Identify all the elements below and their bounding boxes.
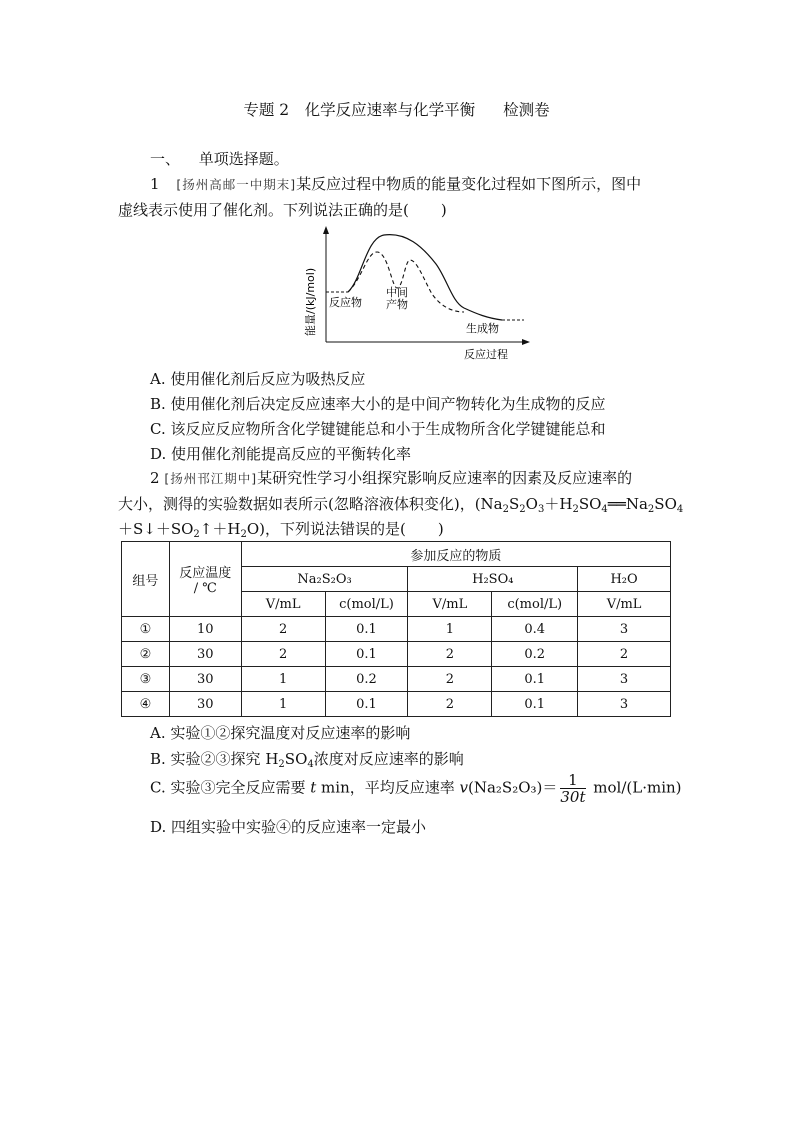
reactant-label: 反应物 <box>329 296 362 309</box>
table-cell: 2 <box>241 617 325 642</box>
x-axis-label: 反应过程 <box>464 348 508 361</box>
header-h2so4: H₂SO₄ <box>408 567 578 592</box>
q2-text-b5: SO <box>578 495 602 513</box>
header-concentration: c(mol/L) <box>325 592 408 617</box>
section-label: 单项选择题。 <box>198 150 289 168</box>
q2-text-b4: ＋H <box>544 495 573 513</box>
q2-text-b3: O <box>525 495 538 513</box>
header-volume: V/mL <box>408 592 492 617</box>
q2-option-c-unit: mol/(L·min) <box>593 778 682 797</box>
q2-option-b: B. 实验②③探究 $H_2SO_4$浓度对反应速率的影响 <box>150 750 464 770</box>
table-cell: 2 <box>241 642 325 667</box>
table-cell: 3 <box>578 617 671 642</box>
table-cell: 1 <box>408 617 492 642</box>
q1-text-a: 某反应过程中物质的能量变化过程如下图所示，图中 <box>296 175 642 193</box>
rate-fraction <box>560 772 585 805</box>
section-number: 一、 <box>150 150 181 168</box>
table-cell: ③ <box>122 667 170 692</box>
product-label: 生成物 <box>466 322 499 335</box>
q2-option-b-pre: B. 实验②③探究 H <box>150 750 279 768</box>
table-cell: 3 <box>578 667 671 692</box>
q2-text-c1: ＋S↓＋SO <box>118 520 194 538</box>
table-cell: ② <box>122 642 170 667</box>
header-reactants: 参加反应的物质 <box>241 542 670 567</box>
header-na2s2o3: Na₂S₂O₃ <box>241 567 408 592</box>
q1-text-b: 虚线表示使用了催化剂。下列说法正确的是( <box>118 201 409 219</box>
header-concentration: c(mol/L) <box>492 592 578 617</box>
energy-diagram <box>302 224 532 364</box>
x-axis-arrow <box>522 339 530 345</box>
table-cell: 0.2 <box>325 667 408 692</box>
q2-text-a: 某研究性学习小组探究影响反应速率的因素及反应速率的 <box>257 469 633 487</box>
title-suffix: 检测卷 <box>503 101 550 119</box>
q1-source: [扬州高邮一中期末] <box>176 177 297 192</box>
q2-text-c2: ↑＋H <box>199 520 241 538</box>
q1-stem-line1 <box>150 173 641 196</box>
q2-option-a: A. 实验①②探究温度对反应速率的影响 <box>150 724 411 742</box>
q2-option-c-v: v <box>459 778 468 797</box>
table-cell: 0.1 <box>325 642 408 667</box>
q2-option-b-mid: SO <box>284 750 308 768</box>
table-cell: 0.1 <box>325 617 408 642</box>
header-group: 组号 <box>122 542 170 617</box>
q2-option-c-formula: (Na₂S₂O₃)＝ <box>467 778 558 797</box>
q2-stem-line2: 大小，测得的实验数据如表所示(忽略溶液体积变化)，($Na_2S_2O_3+H_2SO_4══Na_2SO_4$ <box>118 495 684 515</box>
y-axis-arrow <box>323 226 329 234</box>
q2-option-c-pre: C. 实验③完全反应需要 <box>150 778 311 797</box>
table-cell: 30 <box>169 692 241 717</box>
q2-stem-line3: $+S↓+SO_2↑+H_2O$)，下列说法错误的是( ) <box>118 520 444 540</box>
fraction-numerator: 1 <box>560 772 585 789</box>
intermediate-label-2: 产物 <box>386 298 408 311</box>
q2-option-c <box>150 772 682 805</box>
header-h2o: H₂O <box>578 567 671 592</box>
experiment-table <box>121 541 671 717</box>
q2-text-b: 大小，测得的实验数据如表所示(忽略溶液体积变化)，(Na <box>118 495 503 513</box>
q2-number: 2 <box>150 469 160 487</box>
table-cell: 10 <box>169 617 241 642</box>
q1-option-d: D. 使用催化剂能提高反应的平衡转化率 <box>150 445 412 463</box>
table-cell: 1 <box>241 692 325 717</box>
table-cell: 1 <box>241 667 325 692</box>
q2-source: [扬州邗江期中] <box>164 471 258 486</box>
section-heading <box>150 148 289 170</box>
header-volume: V/mL <box>578 592 671 617</box>
table-cell: 2 <box>408 692 492 717</box>
q1-option-c: C. 该反应反应物所含化学键键能总和小于生成物所含化学键键能总和 <box>150 420 606 438</box>
q1-option-a: A. 使用催化剂后反应为吸热反应 <box>150 370 366 388</box>
q2-text-b6: ══Na <box>607 495 648 513</box>
header-temp-line2: / ℃ <box>193 581 217 596</box>
q2-option-d: D. 四组实验中实验④的反应速率一定最小 <box>150 818 427 836</box>
table-cell: ① <box>122 617 170 642</box>
q1-option-b: B. 使用催化剂后决定反应速率大小的是中间产物转化为生成物的反应 <box>150 395 606 413</box>
fraction-denominator: 30t <box>560 788 586 806</box>
table-cell: 3 <box>578 692 671 717</box>
table-row <box>122 642 671 667</box>
table-cell: 2 <box>578 642 671 667</box>
q2-text-b7: SO <box>654 495 677 513</box>
table-cell: 2 <box>408 642 492 667</box>
q2-option-c-t: t <box>310 778 317 797</box>
uncatalyzed-curve <box>348 235 502 320</box>
q2-option-b-post: 浓度对反应速率的影响 <box>313 750 464 768</box>
page-title <box>0 98 793 120</box>
table-cell: 0.1 <box>492 667 578 692</box>
table-cell: 0.2 <box>492 642 578 667</box>
q2-stem-line1 <box>150 467 632 490</box>
table-cell: 30 <box>169 642 241 667</box>
table-cell: ④ <box>122 692 170 717</box>
y-axis-label: 能量/(kJ/mol) <box>304 267 317 336</box>
q2-option-c-mid: min，平均反应速率 <box>316 778 460 797</box>
q2-close-paren: ) <box>437 520 444 538</box>
q1-number: 1 <box>150 175 160 193</box>
q2-text-b2: S <box>509 495 520 513</box>
table-row <box>122 692 671 717</box>
table-cell: 0.1 <box>492 692 578 717</box>
table-row <box>122 667 671 692</box>
table-cell: 30 <box>169 667 241 692</box>
table-cell: 0.4 <box>492 617 578 642</box>
q2-text-c3: O)，下列说法错误的是( <box>246 520 406 538</box>
table-row <box>122 617 671 642</box>
intermediate-label-1: 中间 <box>386 286 408 299</box>
header-temp-line1: 反应温度 <box>179 566 232 581</box>
table-cell: 0.1 <box>325 692 408 717</box>
header-volume: V/mL <box>241 592 325 617</box>
q1-stem-line2 <box>118 199 447 221</box>
table-cell: 2 <box>408 667 492 692</box>
q1-close-paren: ) <box>440 201 447 219</box>
header-temperature <box>169 542 241 617</box>
title-main: 专题 2 化学反应速率与化学平衡 <box>243 101 476 119</box>
